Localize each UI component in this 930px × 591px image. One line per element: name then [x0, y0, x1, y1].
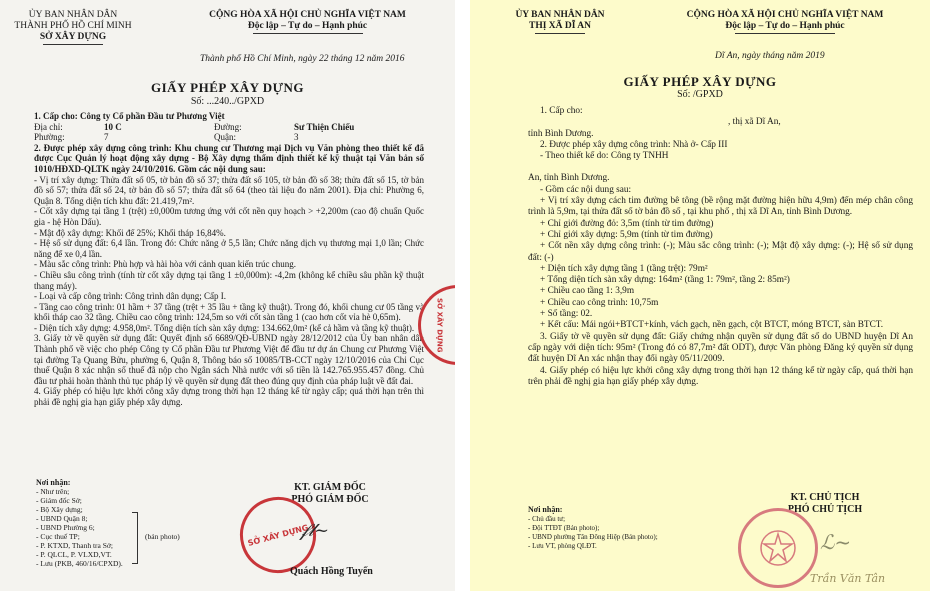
permit-line: + Chỉ giới xây dựng: 5,9m (tính từ tim đường)	[540, 229, 713, 240]
nation-title: CỘNG HÒA XÃ HỘI CHỦ NGHĨA VIỆT NAM	[209, 10, 406, 20]
recipient: - Giám đốc Sở;	[36, 496, 82, 505]
photo-note: (bản photo)	[145, 532, 180, 541]
recipients-list	[528, 505, 728, 551]
permit-line: - Vị trí xây dựng: Thửa đất số 05, tờ bản đồ số 37; thửa đất số 105, tờ bản đồ số 38; thửa đất số 15, tờ bản đồ số 57; thửa đất số 24, tờ bản đồ số 57; thửa đất số 64 (theo tài liệu đo năm 2001). Địa chỉ: Phường 6, Quận 8. Tổng diện tích khu đất: 21.419,7m².	[34, 174, 424, 206]
permit-line: 3. Giấy tờ về quyền sử dụng đất: Giấy chứng nhận quyền sử dụng đất số do UBND huyện Dĩ An cấp ngày với diện tích: 95m² (Trong đó có 87,7m² đất ODT), được Văn phòng Đăng ký quyền sử dụng đất huyện Dĩ An xác nhận thay đổi ngày 05/11/2009.	[528, 331, 913, 365]
sign-title: KT. GIÁM ĐỐC	[294, 482, 366, 493]
ward-label: Phường:	[34, 132, 65, 143]
divider	[253, 33, 363, 34]
agency-line: ỦY BAN NHÂN DÂN	[28, 10, 118, 20]
nation-motto: Độc lập – Tự do – Hạnh phúc	[247, 21, 368, 31]
nation-motto: Độc lập – Tự do – Hạnh phúc	[725, 21, 845, 31]
address-value: 10 C	[104, 121, 122, 132]
permit-line: + Số tầng: 02.	[540, 309, 593, 320]
district-value: 3	[294, 132, 299, 143]
permit-line: - Gồm các nội dung sau:	[540, 184, 632, 195]
agency-line: ỦY BAN NHÂN DÂN	[515, 10, 605, 20]
divider	[43, 44, 103, 45]
national-header	[650, 10, 920, 34]
permit-line: - Cốt xây dựng tại tầng 1 (trệt) ±0,000m tương ứng với cốt nền quy hoạch > +2,200m (cao độ chuẩn Quốc gia - hệ Hòn Dấu).	[34, 206, 424, 227]
permit-line: + Cốt nền xây dựng công trình: (-); Màu sắc công trình: (-); Mật độ xây dựng: (-); Hệ số sử dụng đất: (-)	[528, 241, 913, 263]
recipients-title: Nơi nhận:	[36, 478, 71, 487]
address-row	[34, 122, 424, 133]
national-header	[165, 10, 450, 34]
permit-line: - Hệ số sử dụng đất: 6,4 lần. Trong đó: Chức năng ở 5,5 lần; Chức năng dịch vụ thương mại 1,0 lần; Chức năng để xe 0,4 lần.	[34, 238, 424, 259]
bracket	[132, 512, 138, 564]
stamp-text: SỞ XÂY DỰNG	[246, 522, 310, 548]
recipients-title: Nơi nhận:	[528, 505, 563, 514]
permit-document-hcmc	[0, 0, 455, 591]
document-title: GIẤY PHÉP XÂY DỰNG	[623, 74, 777, 89]
recipient: - UBND Phường 6;	[36, 523, 95, 532]
permit-document-di-an	[470, 0, 930, 591]
permit-line: 2. Được phép xây dựng công trình: Nhà ở- Cấp III	[540, 139, 728, 150]
permit-line: , thị xã Dĩ An,	[728, 117, 781, 128]
recipient: - Lưu (PKB, 460/16/CPXD).	[36, 559, 123, 568]
agency-header	[8, 10, 138, 45]
recipient: - UBND Quận 8;	[36, 514, 88, 523]
agency-header	[500, 10, 620, 34]
recipient: - P. QLCL, P. VLXD,VT.	[36, 550, 112, 559]
permit-line: - Chiều sâu công trình (tính từ cốt xây dựng tại tầng 1 ±0,000m): -4,2m (không kể chiều sâu phần kỹ thuật thang máy).	[34, 269, 424, 291]
permit-line: + Tổng diện tích sàn xây dựng: 164m² (tầng 1: 79m², tầng 2: 85m²)	[540, 275, 790, 286]
sign-subtitle: PHÓ GIÁM ĐỐC	[291, 494, 369, 505]
permit-line: - Loại và cấp công trình: Công trình dân dụng; Cấp I.	[34, 291, 226, 302]
permit-line: 4. Giấy phép có hiệu lực khởi công xây dựng trong thời hạn 12 tháng kể từ ngày cấp; quá thời hạn trên thì phải đề nghị gia hạn giấy phép xây dựng.	[34, 386, 424, 408]
ward-value: 7	[104, 132, 109, 143]
nation-title: CỘNG HÒA XÃ HỘI CHỦ NGHĨA VIỆT NAM	[686, 10, 884, 20]
seal-emblem-icon	[758, 528, 798, 568]
permit-line: + Diện tích xây dựng tầng 1 (tầng trệt): 79m²	[540, 263, 708, 274]
recipient: - Như trên;	[36, 487, 70, 496]
issue-date: Thành phố Hồ Chí Minh, ngày 22 tháng 12 năm 2016	[200, 54, 405, 64]
handwritten-signature-icon: ℒ~	[820, 530, 852, 554]
document-number: Số: /GPXD	[677, 89, 723, 100]
issue-date: Dĩ An, ngày tháng năm 2019	[715, 51, 825, 61]
permit-line: 3. Giấy tờ về quyền sử dụng đất: Quyết định số 6689/QĐ-UBND ngày 28/12/2012 của Ủy ban nhân dân Thành phố về việc cho phép Công ty Cổ phần Đầu tư Phương Việt để đầu tư dự án Chung cư Phương Việt tại đường Tạ Quang Bửu, phường 6, Quận 8, Thông báo số 10085/TB-CCT ngày 12/10/2016 của Chi Cục thuế Quận 8 xác nhận số thuế đã nộp cho Ngân sách Nhà nước với số tiền là 142.765.955.457 đồng. Chủ đầu tư phải hoàn thành thủ tục pháp lý về quyền sử dụng đất theo đúng quy định của pháp luật về đất đai.	[34, 333, 424, 386]
permit-line: - Theo thiết kế do: Công ty TNHH	[540, 151, 669, 162]
street-value: Sư Thiện Chiếu	[294, 121, 355, 132]
permit-line: 1. Cấp cho:	[540, 106, 583, 116]
permit-line: + Chiều cao công trình: 10,75m	[540, 297, 659, 308]
divider	[735, 33, 835, 34]
permit-line: + Kết cấu: Mái ngói+BTCT+kính, vách gạch, nền gạch, cột BTCT, móng BTCT, sàn BTCT.	[540, 320, 884, 331]
page-separator	[455, 0, 470, 591]
agency-name: THỊ XÃ DĨ AN	[528, 21, 592, 31]
signer-name: Quách Hồng Tuyến	[290, 566, 373, 577]
seal-stamp-icon	[738, 508, 818, 588]
permit-body	[528, 106, 913, 388]
document-number: Số: ...240../GPXD	[190, 96, 265, 107]
permit-line: + Chỉ giới đường đỏ: 3,5m (tính từ tim đường)	[540, 218, 714, 229]
address-label: Địa chỉ:	[34, 121, 63, 132]
permit-line: 4. Giấy phép có hiệu lực khởi công xây dựng trong thời hạn 12 tháng kể từ ngày cấp, quá thời hạn trên phải đề nghị gia hạn giấy phép xây dựng.	[528, 365, 913, 387]
permit-line: 2. Được phép xây dựng công trình: Khu chung cư Thương mại Dịch vụ Văn phòng theo thiết kế đã được Cục Quản lý hoạt động xây dựng - Bộ Xây dựng thẩm định thiết kế kỹ thuật tại Văn bản số 1010/HĐXD-QLTK ngày 24/10/2016. Gồm các nội dung sau:	[34, 142, 424, 174]
district-label: Quận:	[214, 132, 236, 143]
sign-subtitle: PHÓ CHỦ TỊCH	[787, 504, 863, 515]
recipient: - Đội TTĐT (Bản photo);	[528, 524, 600, 532]
document-title: GIẤY PHÉP XÂY DỰNG	[150, 80, 305, 95]
permit-line: + Chiều cao tầng 1: 3,9m	[540, 286, 635, 297]
ward-row	[34, 132, 424, 143]
recipient: - Bộ Xây dựng;	[36, 505, 83, 514]
permit-line: An, tỉnh Bình Dương.	[528, 173, 610, 184]
permit-line: tỉnh Bình Dương.	[528, 128, 594, 139]
recipient: - Chủ đầu tư;	[528, 515, 566, 523]
sign-title: KT. CHỦ TỊCH	[790, 492, 860, 503]
handwritten-signature-icon: 𝒻𝓁~	[300, 520, 330, 541]
street-label: Đường:	[214, 121, 242, 132]
permit-line: + Vị trí xây dựng cách tim đường bê tông (bề rộng mặt đường hiện hữu 4,9m) đến mép chân công trình là 5,9m, tại thửa đất số tờ bản đồ số , tại khu phố , thị xã Dĩ An, tỉnh Bình Dương.	[528, 196, 913, 218]
agency-line: THÀNH PHỐ HỒ CHÍ MINH	[14, 21, 132, 31]
recipients-list	[36, 478, 156, 568]
side-stamp-text: SỞ XÂY DỰNG	[435, 297, 444, 353]
recipient: - UBND phường Tân Đông Hiệp (Bản photo);	[528, 533, 658, 541]
recipient: - Cục thuế TP;	[36, 532, 80, 541]
permit-line: - Tầng cao công trình: 01 hầm + 37 tầng (trệt + 35 lầu + tầng kỹ thuật). Trong đó, khối chung cư 05 tầng và khối tháp cao 32 tầng. Chiều cao công trình: 124,5m so với cốt sàn tầng 1 (cao hơn cốt vỉa hè 0,65m).	[34, 301, 424, 323]
permit-line: - Mật độ xây dựng: Khối đế 25%; Khối tháp 16,84%.	[34, 227, 226, 238]
divider	[535, 33, 585, 34]
permit-line: - Màu sắc công trình: Phù hợp và hài hòa với cảnh quan kiến trúc chung.	[34, 259, 296, 270]
permit-line: - Diện tích xây dựng: 4.958,0m². Tổng diện tích sàn xây dựng: 134.662,0m² (kể cả hầm và tầng kỹ thuật).	[34, 322, 415, 333]
recipient: - P. KTXD, Thanh tra Sở;	[36, 541, 113, 550]
permit-body	[34, 111, 424, 408]
signer-name: Trần Văn Tân	[810, 572, 886, 585]
permit-line: 1. Cấp cho: Công ty Cổ phần Đầu tư Phương Việt	[34, 111, 225, 121]
recipient: - Lưu VT, phòng QLĐT.	[528, 542, 597, 550]
agency-name: SỞ XÂY DỰNG	[39, 32, 107, 42]
